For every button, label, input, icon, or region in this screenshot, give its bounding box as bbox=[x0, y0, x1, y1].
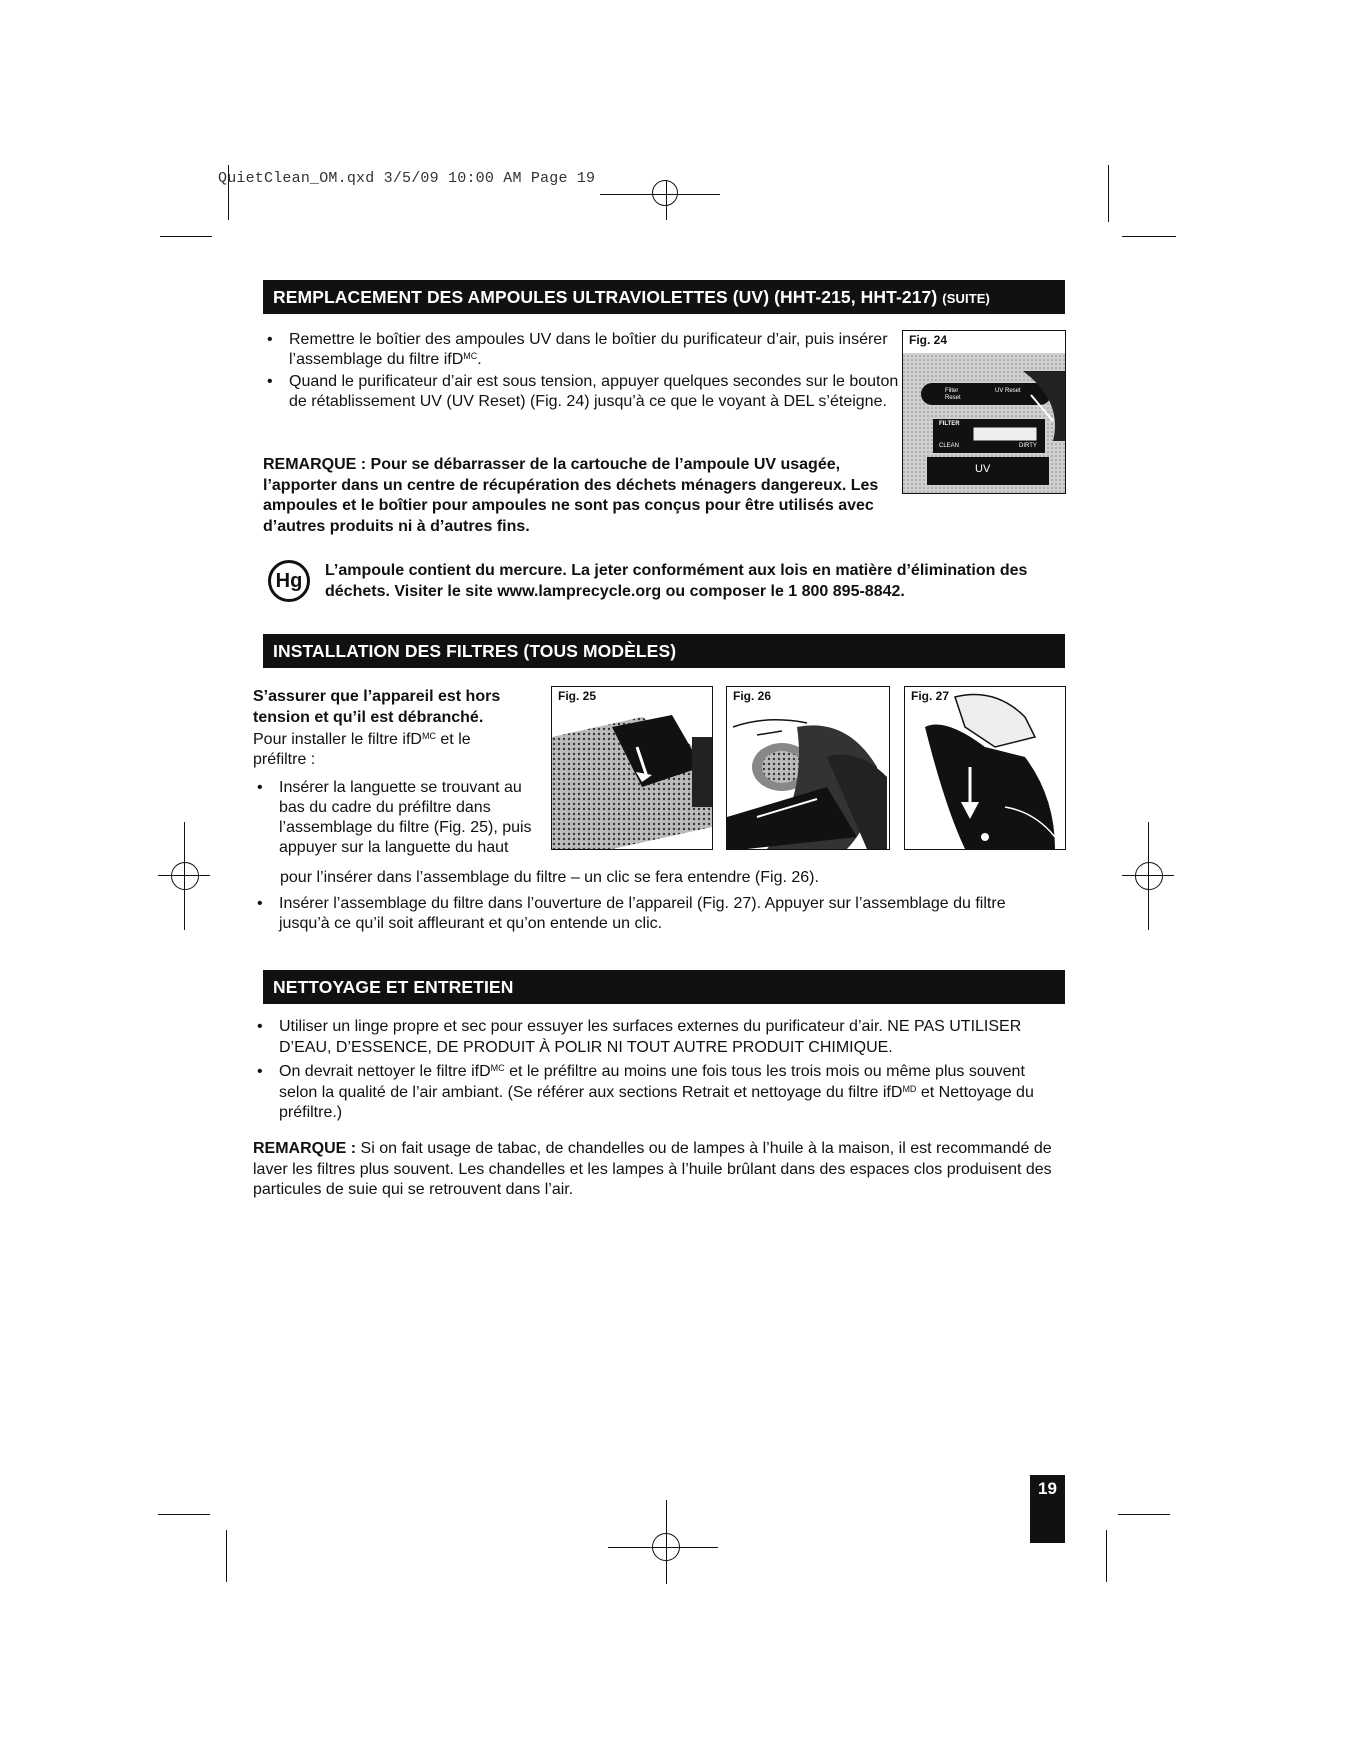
note-label: REMARQUE : bbox=[253, 1140, 357, 1157]
clean-label: CLEAN bbox=[939, 443, 960, 449]
mercury-notice: L’ampoule contient du mercure. La jeter conformément aux lois en matière d’élimination des déchets. Visiter le site www.lamprecycle.org ou composer le 1 800 895-8842. bbox=[325, 562, 1028, 600]
list-item: • Insérer l’assemblage du filtre dans l’ouverture de l’appareil (Fig. 27). Appuyer sur l’assemblage du filtre jusqu’à ce qu’il soit affleurant et qu’on entende un clic. bbox=[253, 894, 1058, 934]
registration-mark-left-icon bbox=[171, 862, 199, 890]
prefilter-insert-illustration bbox=[552, 687, 712, 849]
unplug-warning: S’assurer que l’appareil est hors tension et qu’il est débranché. bbox=[253, 688, 501, 726]
figure-26 bbox=[726, 686, 890, 850]
registration-mark-right-icon bbox=[1135, 862, 1163, 890]
list-item: • On devrait nettoyer le filtre ifD$^{MC}$ et le préfiltre au moins une fois tous les trois mois ou même plus souvent selon la qualité de l’air ambiant. (Se référer aux sections Retrait et nettoyage du filtre ifD$^{MD}$ et Nettoyage du préfiltre.) bbox=[253, 1062, 1063, 1124]
print-slug: QuietClean_OM.qxd 3/5/09 10:00 AM Page 19 bbox=[218, 170, 596, 187]
figure-label: Fig. 27 bbox=[911, 689, 950, 703]
dirty-label: DIRTY bbox=[1019, 443, 1037, 449]
mercury-hg-icon: Hg bbox=[268, 560, 310, 602]
uv-reset-label: UV Reset bbox=[995, 388, 1021, 394]
figure-label: Fig. 25 bbox=[558, 689, 597, 703]
list-item: • Quand le purificateur d’air est sous tension, appuyer quelques secondes sur le bouton de rétablissement UV (UV Reset) (Fig. 24) jusqu’à ce que le voyant à DEL s’éteigne. bbox=[263, 372, 903, 412]
crop-mark-top-right-v bbox=[1108, 165, 1109, 222]
section-header-cleaning bbox=[263, 970, 1065, 1004]
section-title-suffix: (SUITE) bbox=[942, 291, 990, 306]
figure-27 bbox=[904, 686, 1066, 850]
registration-mark-top-icon bbox=[652, 180, 678, 206]
section-title: INSTALLATION DES FILTRES (TOUS MODÈLES) bbox=[273, 641, 677, 661]
install-bullet-1 bbox=[253, 778, 543, 858]
cleaning-bullets bbox=[253, 1017, 1063, 1124]
filter-click-illustration bbox=[727, 687, 889, 849]
crop-mark-bottom-left-v bbox=[226, 1530, 227, 1582]
list-item: • Remettre le boîtier des ampoules UV dans le boîtier du purificateur d’air, puis insérer l’assemblage du filtre ifD$^{MC}$. bbox=[263, 330, 903, 370]
uv-bullets bbox=[263, 330, 903, 412]
install-bullet-2 bbox=[253, 894, 1058, 934]
list-item: • Insérer la languette se trouvant au bas du cadre du préfiltre dans l’assemblage du filtre (Fig. 25), puis appuyer sur la languette du haut bbox=[253, 778, 543, 858]
uv-indicator-label: UV bbox=[975, 463, 991, 475]
list-item: • Utiliser un linge propre et sec pour essuyer les surfaces externes du purificateur d’air. NE PAS UTILISER D’EAU, D’ESSENCE, DE PRODUIT À POLIR NI TOUT AUTRE PRODUIT CHIMIQUE. bbox=[253, 1017, 1063, 1058]
figure-label: Fig. 26 bbox=[733, 689, 772, 703]
crop-mark-bottom-right-h bbox=[1118, 1514, 1170, 1515]
install-intro: Pour installer le filtre ifD$^{MC}$ et le préfiltre : bbox=[253, 731, 471, 768]
note-text: Si on fait usage de tabac, de chandelles ou de lampes à l’huile à la maison, il est recommandé de laver les filtres plus souvent. Les chandelles et les lampes à l’huile brûlant dans des espaces clos produisent des particules de suie qui se retrouvent dans l’air. bbox=[253, 1140, 1052, 1198]
section-title: NETTOYAGE ET ENTRETIEN bbox=[273, 977, 514, 997]
crop-mark-top-right-h bbox=[1122, 236, 1176, 237]
crop-mark-bottom-right-v bbox=[1106, 1530, 1107, 1582]
section-header-filter-install bbox=[263, 634, 1065, 668]
uv-disposal-note: REMARQUE : Pour se débarrasser de la cartouche de l’ampoule UV usagée, l’apporter dans un centre de récupération des déchets ménagers dangereux. Les ampoules et le boîtier pour ampoules ne sont pas conçus pour être utilisés avec d’autres produits ni à d’autres fins. bbox=[263, 456, 879, 535]
cleaning-note bbox=[253, 1139, 1068, 1201]
crop-mark-top-left-h bbox=[160, 236, 212, 237]
filter-reset-label: Filter Reset bbox=[945, 388, 961, 401]
figure-25 bbox=[551, 686, 713, 850]
install-bullet-1-continued: pour l’insérer dans l’assemblage du filtre – un clic se fera entendre (Fig. 26). bbox=[280, 869, 819, 886]
section-header-uv-bulbs bbox=[263, 280, 1065, 314]
crop-mark-top-left-v bbox=[228, 165, 229, 220]
figure-label: Fig. 24 bbox=[909, 333, 948, 347]
section-title: REMPLACEMENT DES AMPOULES ULTRAVIOLETTES (UV) (HHT-215, HHT-217) bbox=[273, 287, 938, 307]
crop-mark-bottom-left-h bbox=[158, 1514, 210, 1515]
figure-24 bbox=[902, 330, 1066, 494]
filter-indicator-label: FILTER bbox=[939, 421, 960, 427]
registration-mark-bottom-icon bbox=[652, 1533, 680, 1561]
page-number: 19 bbox=[1030, 1475, 1065, 1543]
filter-assembly-insert-illustration bbox=[905, 687, 1065, 849]
